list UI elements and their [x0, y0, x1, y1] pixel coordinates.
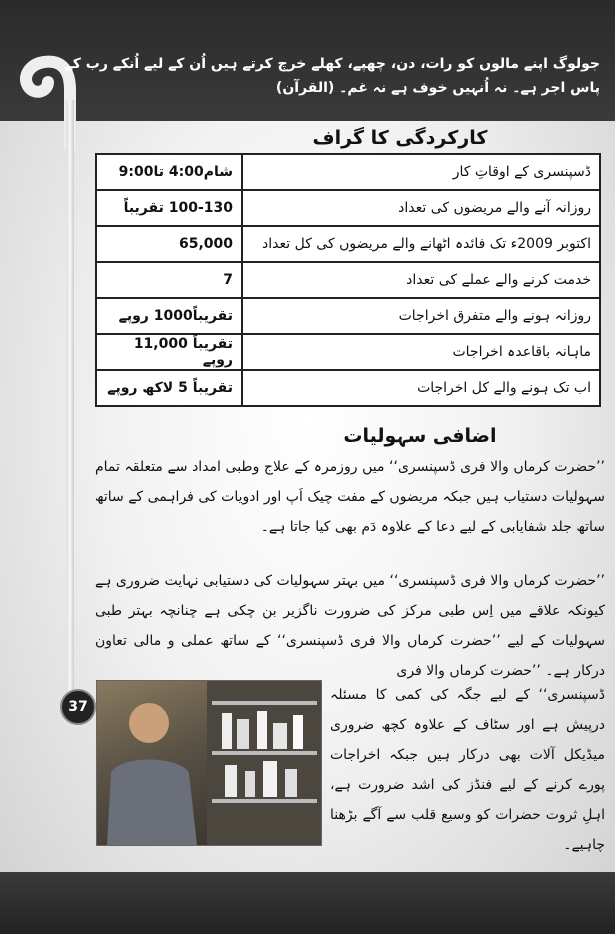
- row-label: اکتوبر 2009ء تک فائدہ اٹھانے والے مریضوں کی کل تعداد: [242, 226, 600, 262]
- row-value: شام4:00 تا9:00: [96, 154, 242, 190]
- performance-table: [95, 153, 601, 407]
- table-row: [96, 370, 600, 406]
- table-row: [96, 190, 600, 226]
- table-row: [96, 262, 600, 298]
- row-label: ڈسپنسری کے اوقاتِ کار: [242, 154, 600, 190]
- facilities-paragraph-2: ’’حضرت کرماں والا فری ڈسپنسری‘‘ میں بہتر سہولیات کی دستیابی نہایت ضروری ہے کیونکہ علاقے میں اِس طبی مرکز کی ضرورت ناگزیر بن چکی ہے چنانچہ بہتر طبی سہولیات کے لیے ’’حضرت کرماں والا فری ڈسپنسری‘‘ کے ساتھ عملی و مالی تعاون درکار ہے۔ ’’حضرت کرماں والا فری: [95, 573, 605, 679]
- table-row: [96, 226, 600, 262]
- row-value: 100-130 تقریباً: [96, 190, 242, 226]
- row-label: ماہانہ باقاعدہ اخراجات: [242, 334, 600, 370]
- facilities-paragraph-3: ڈسپنسری‘‘ کے لیے جگہ کی کمی کا مسئلہ درپیش ہے اور سٹاف کے علاوہ کچھ ضروری میڈیکل آلات بھی درکار ہیں جبکہ اخراجات پورے کرنے کے لیے فنڈز کی اشد ضرورت ہے، اہلِ ثروت حضرات کو وسیع قلب سے آگے بڑھنا چاہیے۔: [330, 687, 605, 853]
- row-value: تقریباً 5 لاکھ روپے: [96, 370, 242, 406]
- table-row: [96, 298, 600, 334]
- row-label: روزانہ آنے والے مریضوں کی تعداد: [242, 190, 600, 226]
- row-value: تقریباً 11,000 روپے: [96, 334, 242, 370]
- vertical-spine: [66, 100, 74, 704]
- row-label: اب تک ہونے والے کل اخراجات: [242, 370, 600, 406]
- row-value: 7: [96, 262, 242, 298]
- table-title: کارکردگی کا گراف: [312, 127, 488, 149]
- page-number: 37: [60, 689, 96, 725]
- footer-band: [0, 872, 615, 934]
- table-row: [96, 334, 600, 370]
- header-quote: جولوگ اپنے مالوں کو رات، دن، چھپے، کھلے خرچ کرتے ہیں اُن کے لیے اُنکے رب کے پاس اجر ہے۔ نہ اُنہیں خوف ہے نہ غم۔ (القرآن): [64, 56, 600, 96]
- facilities-title: اضافی سہولیات: [343, 425, 497, 447]
- dispensary-photo: [96, 680, 322, 846]
- row-label: روزانہ ہونے والے متفرق اخراجات: [242, 298, 600, 334]
- row-label: خدمت کرنے والے عملے کی تعداد: [242, 262, 600, 298]
- row-value: 65,000: [96, 226, 242, 262]
- facilities-paragraph-1: ’’حضرت کرماں والا فری ڈسپنسری‘‘ میں روزمرہ کے علاج وطبی امداد سے متعلقہ تمام سہولیات دستیاب ہیں جبکہ مریضوں کے مفت چیک اَپ اور ادویات کی فراہمی کے ساتھ ساتھ جلد شفایابی کے لیے دعا کے علاوہ دَم بھی کیا جاتا ہے۔: [95, 459, 605, 535]
- row-value: تقریباً1000 روپے: [96, 298, 242, 334]
- table-row: [96, 154, 600, 190]
